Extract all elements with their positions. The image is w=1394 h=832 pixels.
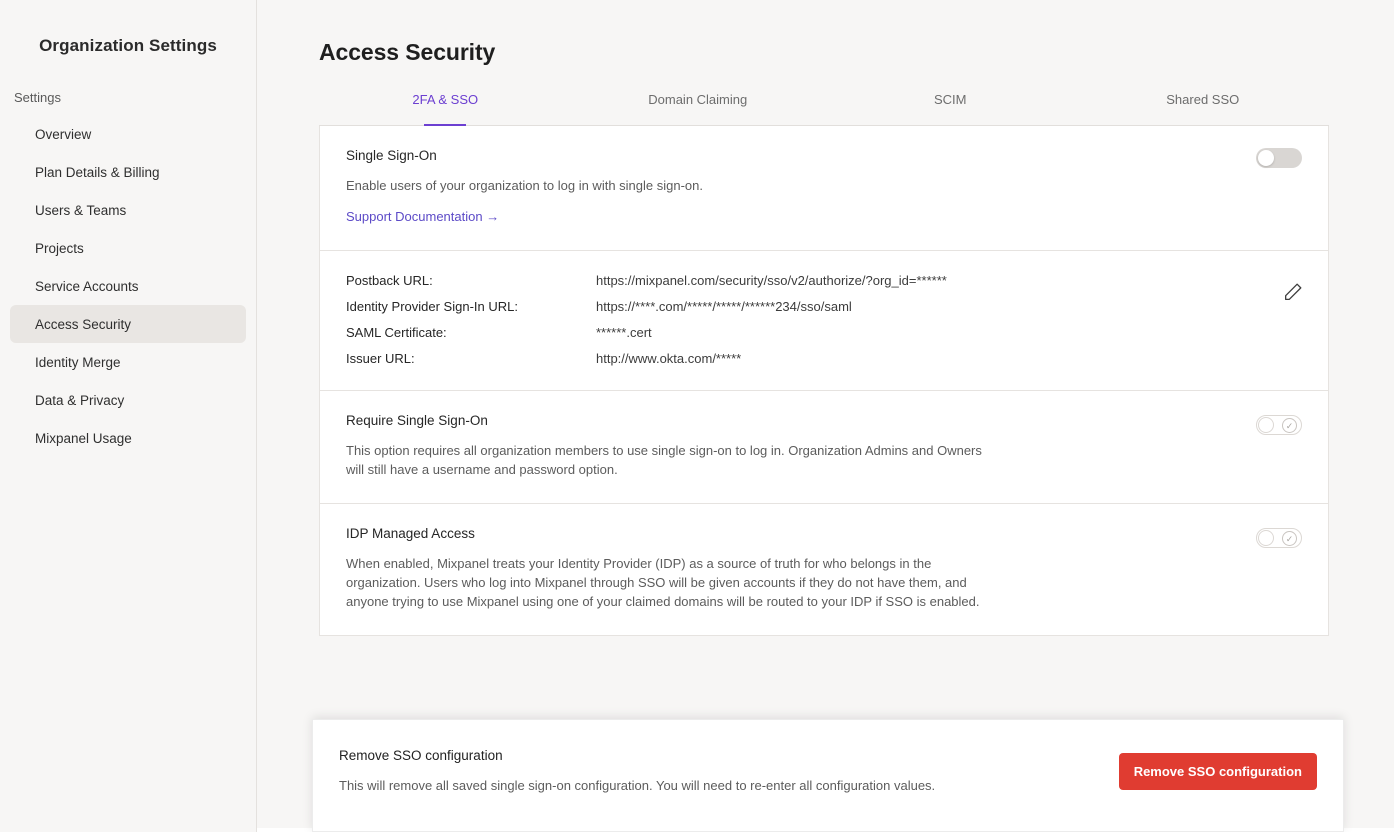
tab-label: SCIM	[934, 92, 967, 108]
idp-managed-access-description: When enabled, Mixpanel treats your Identity Provider (IDP) as a source of truth for who belongs in the organization. Users who log into Mixpanel through SSO will be given accounts if they do not have them, and anyone trying to use Mixpanel using one of your claimed domains will be routed to your IDP if SSO is enabled.	[346, 556, 980, 610]
idp-managed-access-title: IDP Managed Access	[346, 526, 475, 542]
sidebar-item-projects[interactable]	[10, 229, 246, 267]
tab-scim[interactable]	[824, 92, 1077, 125]
page-title: Access Security	[319, 39, 496, 66]
config-row-postback-url	[346, 273, 1302, 288]
tab-2fa-sso[interactable]	[319, 92, 572, 125]
sidebar-item-plan-details-billing[interactable]	[10, 153, 246, 191]
sidebar-item-label: Overview	[35, 126, 92, 142]
config-value: http://www.okta.com/*****	[596, 351, 742, 367]
sidebar-item-users-teams[interactable]	[10, 191, 246, 229]
toggle-knob	[1258, 530, 1274, 546]
tab-label: Domain Claiming	[648, 92, 748, 108]
section-idp-managed-access	[320, 504, 1328, 635]
sidebar-item-identity-merge[interactable]	[10, 343, 246, 381]
main-content	[257, 0, 1394, 832]
sidebar-item-data-privacy[interactable]	[10, 381, 246, 419]
sidebar-item-label: Projects	[35, 240, 84, 256]
section-require-single-sign-on	[320, 391, 1328, 504]
config-value: https://****.com/*****/*****/******234/sso/saml	[596, 299, 852, 315]
section-sso-configuration	[320, 251, 1328, 391]
remove-sso-panel-shadow	[312, 719, 1344, 832]
support-documentation-link[interactable]: Support Documentation →	[346, 209, 500, 225]
sidebar-item-label: Mixpanel Usage	[35, 430, 132, 446]
tab-shared-sso[interactable]	[1077, 92, 1330, 125]
require-sso-description: This option requires all organization members to use single sign-on to log in. Organization Admins and Owners will still have a username and password option.	[346, 443, 982, 478]
check-icon: ✓	[1282, 418, 1297, 433]
sidebar-item-label: Service Accounts	[35, 278, 139, 294]
idp-managed-access-toggle[interactable]	[1256, 528, 1302, 548]
sidebar-item-label: Plan Details & Billing	[35, 164, 160, 180]
require-sso-toggle[interactable]	[1256, 415, 1302, 435]
remove-sso-configuration-button[interactable]: Remove SSO configuration	[1119, 753, 1317, 790]
config-row-issuer-url	[346, 351, 1302, 366]
pencil-icon[interactable]	[1282, 281, 1304, 303]
toggle-knob	[1258, 417, 1274, 433]
check-icon: ✓	[1282, 531, 1297, 546]
single-sign-on-title: Single Sign-On	[346, 148, 437, 164]
toggle-knob	[1258, 150, 1274, 166]
config-value: ******.cert	[596, 325, 652, 341]
sidebar-title: Organization Settings	[39, 36, 217, 55]
tab-label: Shared SSO	[1166, 92, 1240, 108]
sidebar-item-access-security[interactable]	[10, 305, 246, 343]
tab-domain-claiming[interactable]	[572, 92, 825, 125]
config-row-saml-certificate	[346, 325, 1302, 340]
config-label: Issuer URL:	[346, 351, 415, 367]
sidebar-section-label: Settings	[14, 90, 61, 105]
sidebar-item-label: Access Security	[35, 316, 132, 332]
tab-bar	[319, 92, 1329, 126]
tab-label: 2FA & SSO	[412, 92, 479, 108]
config-value: https://mixpanel.com/security/sso/v2/authorize/?org_id=******	[596, 273, 947, 289]
sidebar-item-label: Users & Teams	[35, 202, 127, 218]
config-label: SAML Certificate:	[346, 325, 447, 341]
sidebar-item-label: Identity Merge	[35, 354, 121, 370]
settings-card	[319, 126, 1329, 636]
single-sign-on-description: Enable users of your organization to log in with single sign-on.	[346, 178, 703, 194]
sidebar-item-service-accounts[interactable]	[10, 267, 246, 305]
config-label: Identity Provider Sign-In URL:	[346, 299, 518, 315]
sidebar-item-mixpanel-usage[interactable]	[10, 419, 246, 457]
config-label: Postback URL:	[346, 273, 433, 289]
sso-config-rows	[346, 273, 1302, 366]
remove-sso-description: This will remove all saved single sign-on configuration. You will need to re-enter all configuration values.	[339, 778, 936, 793]
require-sso-title: Require Single Sign-On	[346, 413, 488, 429]
remove-sso-title: Remove SSO configuration	[339, 748, 503, 763]
sidebar-item-label: Data & Privacy	[35, 392, 125, 408]
section-single-sign-on	[320, 126, 1328, 251]
single-sign-on-toggle[interactable]	[1256, 148, 1302, 168]
remove-sso-panel	[320, 728, 1336, 819]
sidebar-nav	[0, 115, 256, 457]
sidebar	[0, 0, 257, 832]
sidebar-item-overview[interactable]	[10, 115, 246, 153]
config-row-idp-signin-url	[346, 299, 1302, 314]
